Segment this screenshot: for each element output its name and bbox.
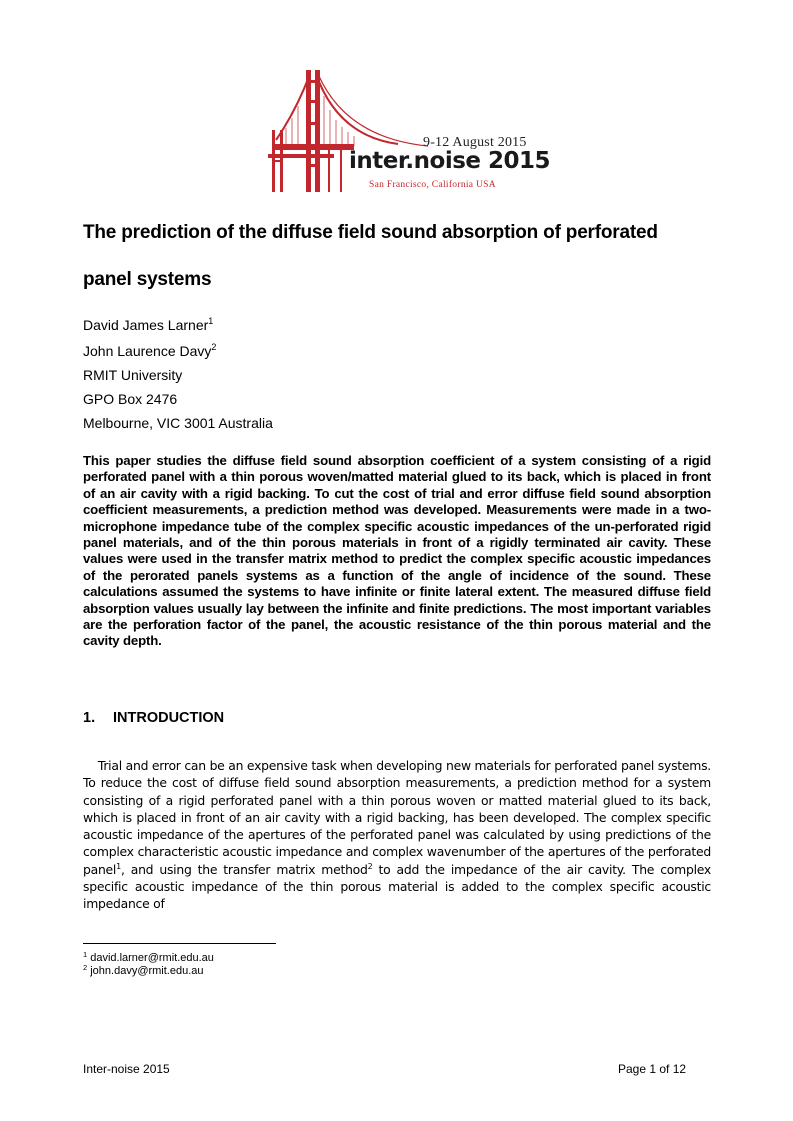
address-line-2: Melbourne, VIC 3001 Australia bbox=[83, 415, 273, 431]
footnote-2-mark: 2 bbox=[83, 963, 88, 972]
author-1 bbox=[83, 315, 213, 336]
intro-text-2: , and using the transfer matrix method bbox=[120, 861, 368, 877]
author-1-footnote-mark: 1 bbox=[208, 316, 214, 326]
paper-title-line-2: panel systems bbox=[83, 269, 212, 290]
footer-conference: Inter-noise 2015 bbox=[83, 1062, 170, 1076]
section-number: 1. bbox=[83, 710, 96, 726]
introduction-paragraph bbox=[83, 757, 711, 913]
author-2-name: John Laurence Davy bbox=[83, 343, 212, 359]
footnote-1-mark: 1 bbox=[83, 950, 88, 959]
footer-page-number: Page 1 of 12 bbox=[618, 1062, 687, 1076]
author-2-footnote-mark: 2 bbox=[211, 342, 217, 352]
section-title: INTRODUCTION bbox=[113, 710, 225, 726]
footnote-2-email: john.davy@rmit.edu.au bbox=[87, 965, 204, 977]
footnote-divider bbox=[83, 943, 276, 944]
logo-place: San Francisco, California USA bbox=[369, 180, 496, 190]
footnote-1-email: david.larner@rmit.edu.au bbox=[87, 952, 214, 964]
intro-text-1: Trial and error can be an expensive task when developing new materials for perforated panel systems. To reduce the cost of diffuse field sound absorption measurements, a prediction method for a system consisting of a rigid perforated panel with a thin porous woven or matted material glued to its back, which is placed in front of an air cavity with a rigid backing, has been developed. The complex specific acoustic impedance of the apertures of the perforated panel was calculated by using predictions of the complex characteristic acoustic impedance and complex wavenumber of the apertures of the perforated panel bbox=[83, 758, 711, 877]
citation-1: 1 bbox=[116, 861, 121, 871]
golden-gate-bridge-icon bbox=[268, 66, 526, 198]
author-1-name: David James Larner bbox=[83, 317, 209, 333]
footnote-1 bbox=[83, 952, 214, 965]
conference-logo bbox=[268, 66, 526, 198]
citation-2: 2 bbox=[367, 861, 373, 871]
paper-title-line-1: The prediction of the diffuse field sound absorption of perforated bbox=[83, 222, 658, 243]
author-2 bbox=[83, 341, 216, 362]
section-heading bbox=[83, 710, 224, 726]
affiliation: RMIT University bbox=[83, 367, 183, 383]
logo-brand: inter.noise 2015 bbox=[349, 148, 551, 174]
address-line-1: GPO Box 2476 bbox=[83, 391, 178, 407]
abstract: This paper studies the diffuse field sound absorption coefficient of a system consisting of a rigid perforated panel with a thin porous woven/matted material glued to its back, which is placed in front of an air cavity with a rigid backing. To cut the cost of trial and error diffuse field sound absorption coefficient measurements, a prediction method was developed. Measurements were made in a two-microphone impedance tube of the complex specific acoustic impedances of the un-perforated rigid panel materials, and of the thin porous materials in front of a rigidly terminated air cavity. These values were used in the transfer matrix method to predict the complex specific acoustic impedances of the perorated panels systems as a function of the angle of incidence of the sound. These calculations assumed the systems to have infinite or finite lateral extent. The measured diffuse field absorption values usually lay between the infinite and finite predictions. The most important variables are the perforation factor of the panel, the acoustic resistance of the thin porous material and the cavity depth. bbox=[83, 453, 711, 649]
intro-text-3: to add the impedance of the air cavity. The complex specific acoustic impedance of the thin porous material is added to the complex specific acoustic impedance of bbox=[83, 861, 712, 912]
footnote-2 bbox=[83, 965, 204, 978]
logo-date: 9-12 August 2015 bbox=[423, 135, 527, 150]
